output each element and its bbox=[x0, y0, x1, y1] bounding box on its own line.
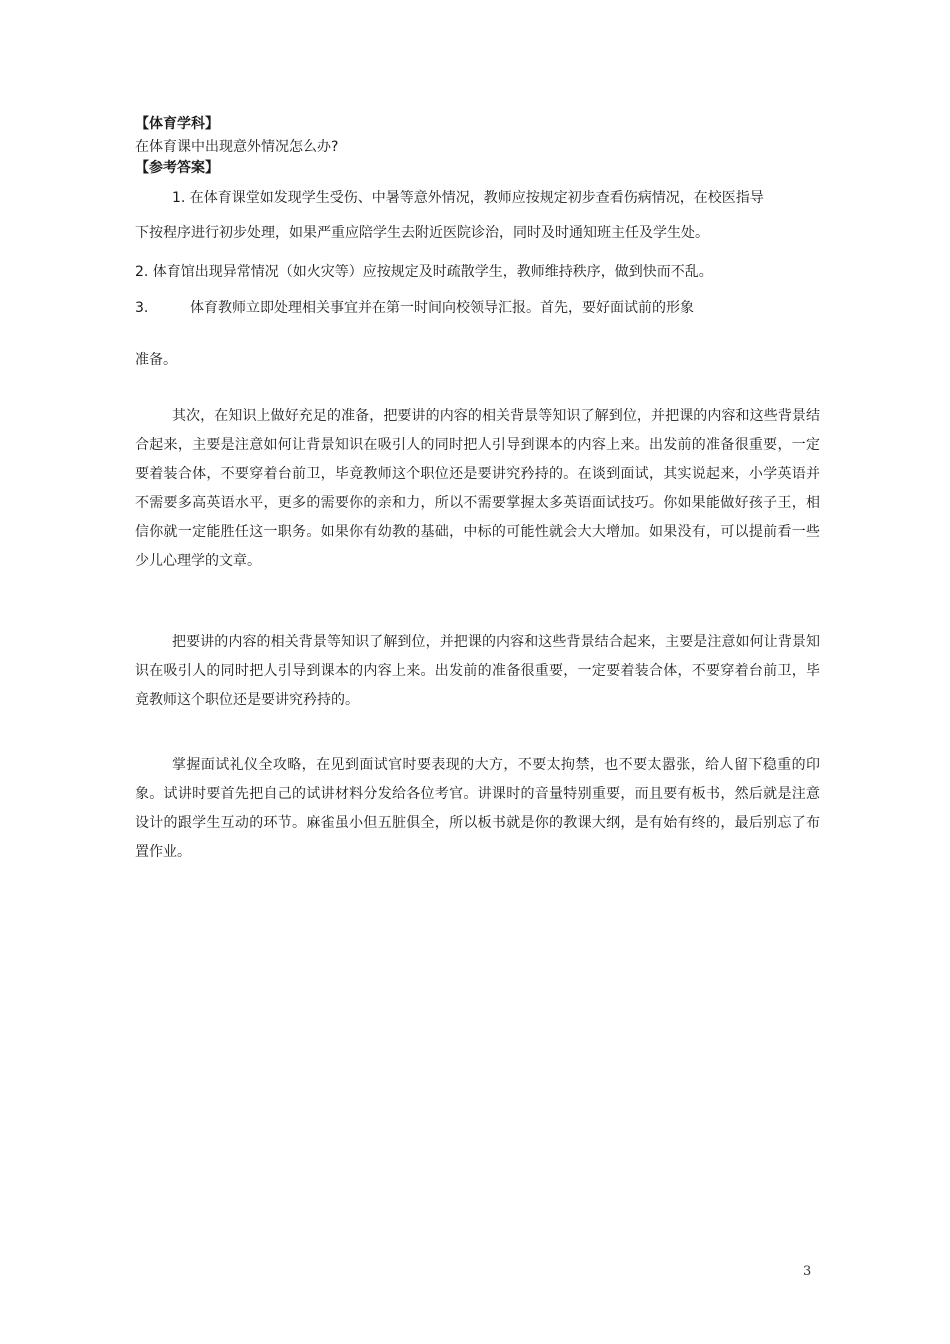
answer-item-2: 2. 体育馆出现异常情况（如火灾等）应按规定及时疏散学生，教师维持秩序，做到快而不乱。 bbox=[135, 264, 713, 280]
body-paragraph-2: 把要讲的内容的相关背景等知识了解到位，并把课的内容和这些背景结合起来，主要是注意如何让背景知识在吸引人的同时把人引导到课本的内容上来。出发前的准备很重要，一定要着装合体，不要穿着台前卫，毕竟教师这个职位还是要讲究矜持的。 bbox=[135, 634, 820, 708]
answer-item-1-line-2: 下按程序进行初步处理，如果严重应陪学生去附近医院诊治，同时及时通知班主任及学生处。 bbox=[135, 225, 709, 241]
question-text: 在体育课中出现意外情况怎么办? bbox=[135, 139, 339, 155]
page-number: 3 bbox=[803, 1264, 812, 1279]
body-paragraph-1: 其次，在知识上做好充足的准备，把要讲的内容的相关背景等知识了解到位，并把课的内容和这些背景结合起来，主要是注意如何让背景知识在吸引人的同时把人引导到课本的内容上来。出发前的准备很重要，一定要着装合体，不要穿着台前卫，毕竟教师这个职位还是要讲究矜持的。在谈到面试，其实说起来，小学英语并不需要多高英语水平，更多的需要你的亲和力，所以不需要掌握太多英语面试技巧。你如果能做好孩子王，相信你就一定能胜任这一职务。如果你有幼教的基础，中标的可能性就会大大增加。如果没有，可以提前看一些少儿心理学的文章。 bbox=[135, 408, 820, 569]
section-heading: 【体育学科】 bbox=[135, 116, 219, 132]
answer-item-3-text: 体育教师立即处理相关事宜并在第一时间向校领导汇报。首先，要好面试前的形象 bbox=[190, 300, 694, 316]
answer-heading: 【参考答案】 bbox=[135, 160, 219, 176]
answer-item-3-continued: 准备。 bbox=[135, 352, 177, 368]
answer-item-3-number: 3. bbox=[135, 300, 149, 316]
body-paragraph-3: 掌握面试礼仪全攻略，在见到面试官时要表现的大方，不要太拘禁，也不要太嚣张，给人留下稳重的印象。试讲时要首先把自己的试讲材料分发给各位考官。讲课时的音量特别重要，而且要有板书，然后就是注意设计的跟学生互动的环节。麻雀虽小但五脏俱全，所以板书就是你的教课大纲，是有始有终的，最后别忘了布置作业。 bbox=[135, 757, 820, 860]
answer-item-1-line-1: 1. 在体育课堂如发现学生受伤、中暑等意外情况，教师应按规定初步查看伤病情况，在校医指导 bbox=[172, 190, 764, 206]
